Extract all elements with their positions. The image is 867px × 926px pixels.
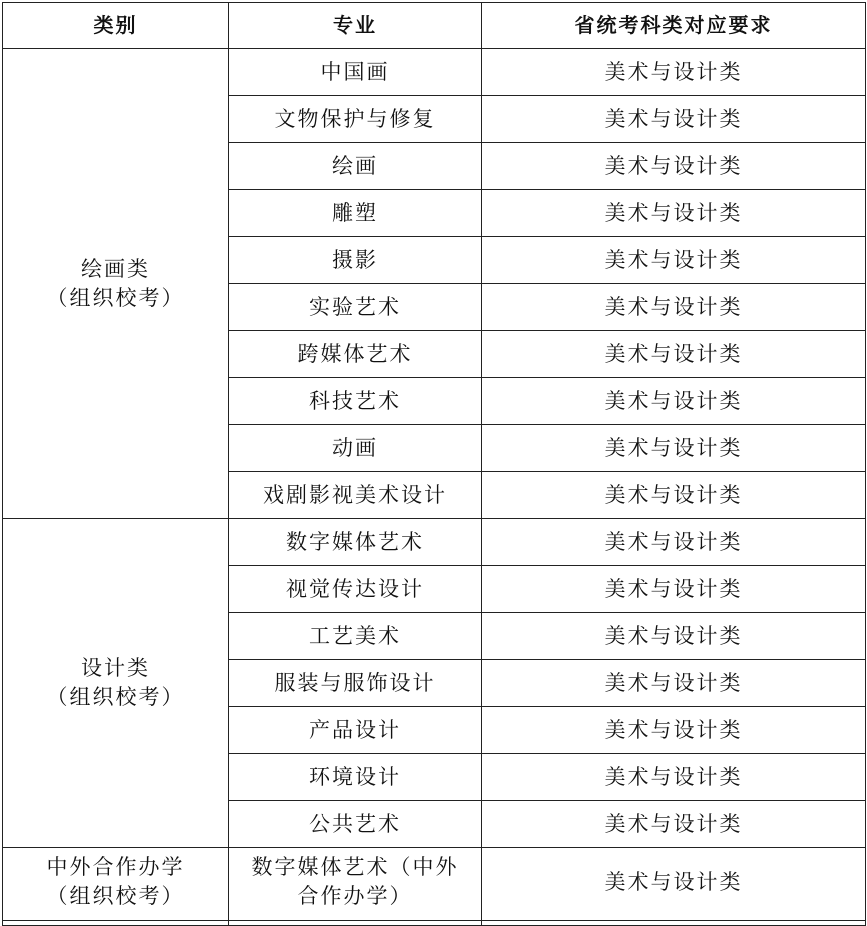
- requirement-cell: 美术与设计类: [482, 660, 866, 707]
- continuation-cell: [3, 921, 229, 926]
- table-row: [3, 49, 866, 96]
- table-row: [3, 519, 866, 566]
- category-cell-painting: [3, 49, 229, 519]
- requirement-cell: 美术与设计类: [482, 378, 866, 425]
- major-line: 数字媒体艺术（中外: [251, 855, 459, 879]
- major-cell: 戏剧影视美术设计: [229, 472, 482, 519]
- requirement-cell: 美术与设计类: [482, 284, 866, 331]
- major-cell: 绘画: [229, 143, 482, 190]
- major-cell: 数字媒体艺术: [229, 519, 482, 566]
- major-cell: 中国画: [229, 49, 482, 96]
- category-note: （组织校考）: [46, 884, 185, 908]
- category-name: 设计类: [81, 656, 150, 680]
- major-cell: 文物保护与修复: [229, 96, 482, 143]
- requirement-cell: 美术与设计类: [482, 801, 866, 848]
- major-cell: 视觉传达设计: [229, 566, 482, 613]
- continuation-cell: [229, 921, 482, 926]
- header-row: [3, 3, 866, 49]
- requirement-cell: 美术与设计类: [482, 613, 866, 660]
- major-cell: 环境设计: [229, 754, 482, 801]
- header-major: 专业: [229, 3, 482, 49]
- header-category: 类别: [3, 3, 229, 49]
- category-name: 绘画类: [81, 256, 150, 281]
- requirement-cell: 美术与设计类: [482, 237, 866, 284]
- major-cell: 工艺美术: [229, 613, 482, 660]
- requirement-cell: 美术与设计类: [482, 96, 866, 143]
- requirement-cell: 美术与设计类: [482, 331, 866, 378]
- requirement-cell: 美术与设计类: [482, 425, 866, 472]
- requirement-cell: 美术与设计类: [482, 519, 866, 566]
- category-cell-joint: [3, 848, 229, 921]
- category-note: （组织校考）: [46, 685, 185, 709]
- major-cell: 产品设计: [229, 707, 482, 754]
- requirement-cell: 美术与设计类: [482, 754, 866, 801]
- major-line: 合作办学）: [297, 884, 413, 908]
- requirement-cell: 美术与设计类: [482, 190, 866, 237]
- category-note: （组织校考）: [46, 285, 185, 310]
- table-row-continuation: [3, 921, 866, 926]
- major-cell: 雕塑: [229, 190, 482, 237]
- requirement-cell: 美术与设计类: [482, 472, 866, 519]
- requirement-cell: 美术与设计类: [482, 707, 866, 754]
- requirement-cell: 美术与设计类: [482, 143, 866, 190]
- major-cell: 跨媒体艺术: [229, 331, 482, 378]
- header-requirement: 省统考科类对应要求: [482, 3, 866, 49]
- major-cell: 服装与服饰设计: [229, 660, 482, 707]
- requirement-cell: 美术与设计类: [482, 566, 866, 613]
- category-name: 中外合作办学: [46, 855, 185, 879]
- major-cell: 动画: [229, 425, 482, 472]
- major-cell: 摄影: [229, 237, 482, 284]
- table-row: [3, 848, 866, 921]
- category-cell-design: [3, 519, 229, 848]
- requirement-cell: 美术与设计类: [482, 848, 866, 921]
- major-cell: 实验艺术: [229, 284, 482, 331]
- major-requirements-table: [2, 2, 866, 926]
- major-cell: [229, 848, 482, 921]
- requirement-cell: 美术与设计类: [482, 49, 866, 96]
- continuation-cell: [482, 921, 866, 926]
- major-cell: 公共艺术: [229, 801, 482, 848]
- major-cell: 科技艺术: [229, 378, 482, 425]
